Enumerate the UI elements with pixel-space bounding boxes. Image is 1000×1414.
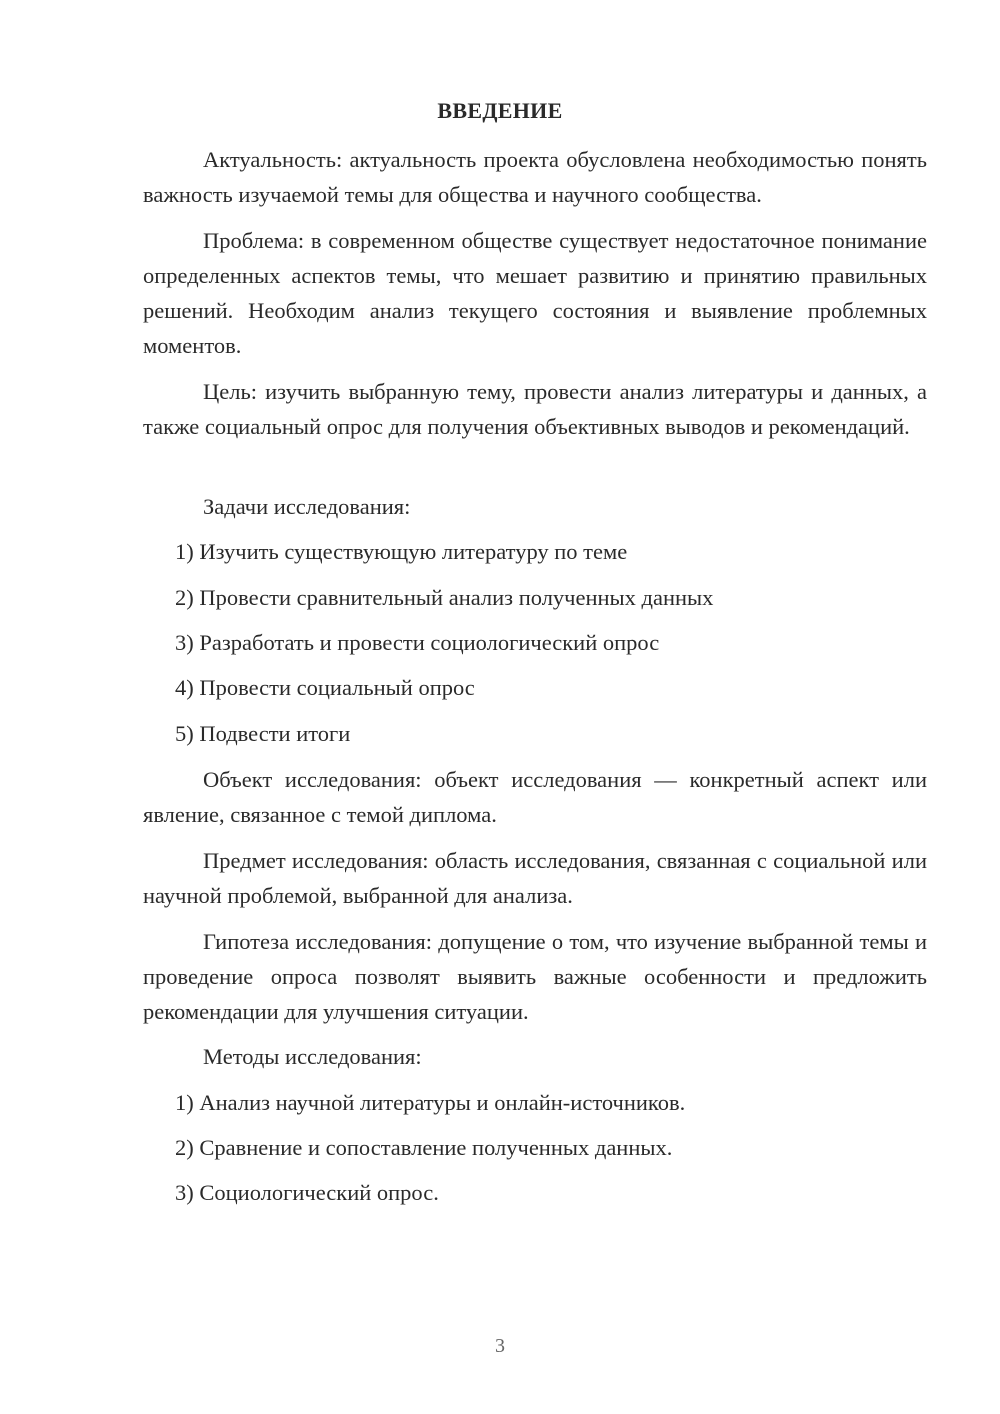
page-title: ВВЕДЕНИЕ xyxy=(437,98,563,123)
task-item: 2) Провести сравнительный анализ полученных данных xyxy=(175,585,714,610)
tasks-heading: Задачи исследования: xyxy=(203,494,411,519)
task-item: 5) Подвести итоги xyxy=(175,721,351,746)
hypothesis-paragraph: Гипотеза исследования: допущение о том, что изучение выбранной темы и проведение опроса позволят выявить важные особенности и предложить рекомендации для улучшения ситуации. xyxy=(143,929,927,1024)
task-item: 3) Разработать и провести социологический опрос xyxy=(175,630,660,655)
goal-paragraph: Цель: изучить выбранную тему, провести анализ литературы и данных, а также социальный опрос для получения объективных выводов и рекомендаций. xyxy=(143,379,927,439)
method-item: 1) Анализ научной литературы и онлайн-источников. xyxy=(175,1090,686,1115)
method-item: 2) Сравнение и сопоставление полученных данных. xyxy=(175,1135,673,1160)
problem-paragraph: Проблема: в современном обществе существует недостаточное понимание определенных аспектов темы, что мешает развитию и принятию правильных решений. Необходим анализ текущего состояния и выявление проблемных моментов. xyxy=(143,228,927,358)
page-number: 3 xyxy=(495,1335,505,1357)
methods-heading: Методы исследования: xyxy=(203,1044,422,1069)
object-paragraph: Объект исследования: объект исследования — конкретный аспект или явление, связанное с темой диплома. xyxy=(143,767,927,827)
method-item: 3) Социологический опрос. xyxy=(175,1180,439,1205)
task-item: 1) Изучить существующую литературу по теме xyxy=(175,539,628,564)
task-item: 4) Провести социальный опрос xyxy=(175,675,475,700)
relevance-paragraph: Актуальность: актуальность проекта обусловлена необходимостью понять важность изучаемой темы для общества и научного сообщества. xyxy=(143,147,927,207)
subject-paragraph: Предмет исследования: область исследования, связанная с социальной или научной проблемой, выбранной для анализа. xyxy=(143,848,927,908)
